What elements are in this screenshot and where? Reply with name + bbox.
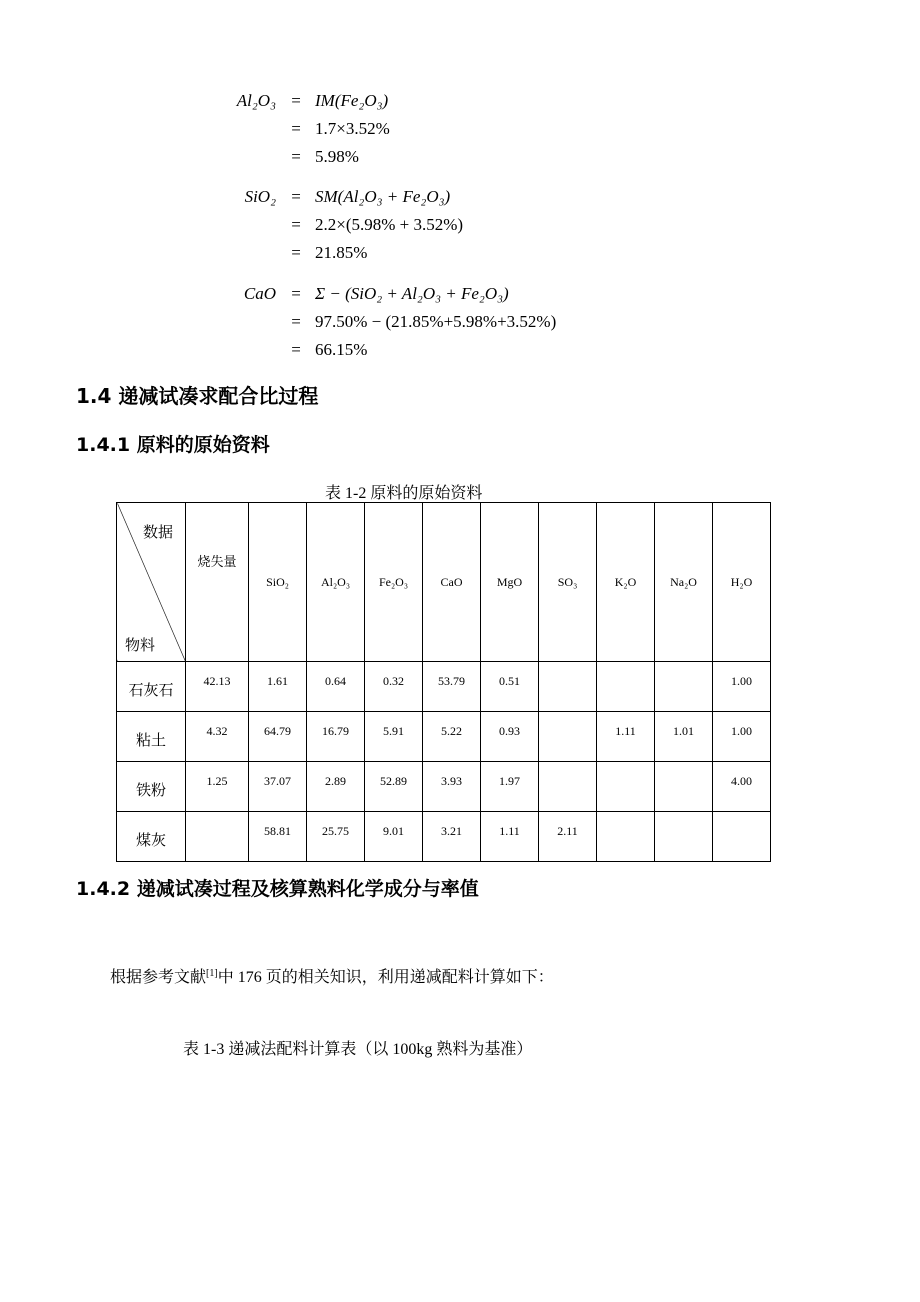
equation-lhs: Al₂O₃ xyxy=(236,91,276,110)
table-cell xyxy=(539,712,597,762)
row-material-name: 铁粉 xyxy=(117,762,186,812)
equals-sign: = xyxy=(291,215,301,234)
table-cell: 1.25 xyxy=(186,762,249,812)
equals-sign: = xyxy=(291,119,301,138)
equation-lhs: CaO xyxy=(243,284,276,303)
table-cell xyxy=(655,762,713,812)
table-cell: 4.00 xyxy=(713,762,771,812)
column-header: MgO xyxy=(481,503,539,662)
table-cell: 53.79 xyxy=(423,662,481,712)
table-cell: 9.01 xyxy=(365,812,423,862)
table-cell: 5.91 xyxy=(365,712,423,762)
equation-line: 1.7×3.52% xyxy=(315,119,390,138)
table-cell: 16.79 xyxy=(307,712,365,762)
table-cell: 1.01 xyxy=(655,712,713,762)
table-header-row xyxy=(117,503,771,662)
column-header: K₂O xyxy=(597,503,655,662)
equals-sign: = xyxy=(291,187,301,206)
equals-sign: = xyxy=(291,340,301,359)
table-cell: 0.64 xyxy=(307,662,365,712)
corner-label-material: 物料 xyxy=(125,638,156,654)
table-cell xyxy=(539,762,597,812)
table-cell xyxy=(597,662,655,712)
equation-line: 5.98% xyxy=(315,147,359,166)
paragraph-text: 中 176 页的相关知识，利用递减配料计算如下： xyxy=(217,969,554,986)
table-cell xyxy=(655,812,713,862)
table-cell xyxy=(713,812,771,862)
column-header: SO₃ xyxy=(539,503,597,662)
equals-sign: = xyxy=(291,243,301,262)
table-row xyxy=(117,712,771,762)
column-header: SiO₂ xyxy=(249,503,307,662)
table-cell: 0.51 xyxy=(481,662,539,712)
equation-sio2 xyxy=(216,183,636,267)
row-material-name: 煤灰 xyxy=(117,812,186,862)
column-header: Fe₂O₃ xyxy=(365,503,423,662)
table-cell: 3.21 xyxy=(423,812,481,862)
table-cell xyxy=(186,812,249,862)
table-cell: 3.93 xyxy=(423,762,481,812)
table-row xyxy=(117,662,771,712)
table-cell: 0.32 xyxy=(365,662,423,712)
table-cell: 1.11 xyxy=(481,812,539,862)
paragraph-text: 根据参考文献 xyxy=(110,969,207,986)
body-paragraph xyxy=(110,964,554,987)
table-cell: 2.89 xyxy=(307,762,365,812)
table-cell: 1.00 xyxy=(713,662,771,712)
equals-sign: = xyxy=(291,147,301,166)
equation-line: 21.85% xyxy=(315,243,368,262)
table-cell: 0.93 xyxy=(481,712,539,762)
table-cell: 42.13 xyxy=(186,662,249,712)
equation-lhs: SiO₂ xyxy=(244,187,276,206)
table-cell xyxy=(655,662,713,712)
equals-sign: = xyxy=(291,284,301,303)
section-heading-1-4: 1.4 递减试凑求配合比过程 xyxy=(76,384,319,408)
table-caption: 表 1-3 递减法配料计算表（以 100kg 熟料为基准） xyxy=(183,1041,533,1058)
table-corner-cell xyxy=(117,503,186,662)
table-cell: 58.81 xyxy=(249,812,307,862)
equation-line: SM(Al₂O₃ + Fe₂O₃) xyxy=(315,187,451,206)
equation-line: 66.15% xyxy=(315,340,368,359)
table-cell xyxy=(597,812,655,862)
table-cell: 52.89 xyxy=(365,762,423,812)
column-header: H₂O xyxy=(713,503,771,662)
table-caption: 表 1-2 原料的原始资料 xyxy=(325,485,483,502)
equation-al2o3 xyxy=(216,87,636,171)
section-heading-1-4-1: 1.4.1 原料的原始资料 xyxy=(76,434,270,456)
equals-sign: = xyxy=(291,312,301,331)
table-cell: 1.61 xyxy=(249,662,307,712)
table-row xyxy=(117,812,771,862)
table-cell: 4.32 xyxy=(186,712,249,762)
column-header: Al₂O₃ xyxy=(307,503,365,662)
row-material-name: 粘土 xyxy=(117,712,186,762)
column-header: 烧失量 xyxy=(186,503,249,662)
row-material-name: 石灰石 xyxy=(117,662,186,712)
table-cell: 1.11 xyxy=(597,712,655,762)
table-cell xyxy=(539,662,597,712)
table-cell: 64.79 xyxy=(249,712,307,762)
table-cell: 5.22 xyxy=(423,712,481,762)
table-cell: 2.11 xyxy=(539,812,597,862)
equation-line: 2.2×(5.98% + 3.52%) xyxy=(315,215,464,234)
equation-line: Σ − (SiO₂ + Al₂O₃ + Fe₂O₃) xyxy=(315,284,509,303)
table-cell xyxy=(597,762,655,812)
column-header: Na₂O xyxy=(655,503,713,662)
table-cell: 25.75 xyxy=(307,812,365,862)
table-cell: 37.07 xyxy=(249,762,307,812)
equation-line: 97.50% − (21.85%+5.98%+3.52%) xyxy=(315,312,557,331)
equation-line: IM(Fe₂O₃) xyxy=(315,91,389,110)
equals-sign: = xyxy=(291,91,301,110)
corner-label-data: 数据 xyxy=(142,525,173,541)
equation-cao xyxy=(216,280,656,364)
raw-material-table xyxy=(116,502,771,862)
section-heading-1-4-2: 1.4.2 递减试凑过程及核算熟料化学成分与率值 xyxy=(76,878,479,900)
table-row xyxy=(117,762,771,812)
table-cell: 1.97 xyxy=(481,762,539,812)
reference-marker: [1] xyxy=(206,968,218,979)
table-cell: 1.00 xyxy=(713,712,771,762)
column-header: CaO xyxy=(423,503,481,662)
